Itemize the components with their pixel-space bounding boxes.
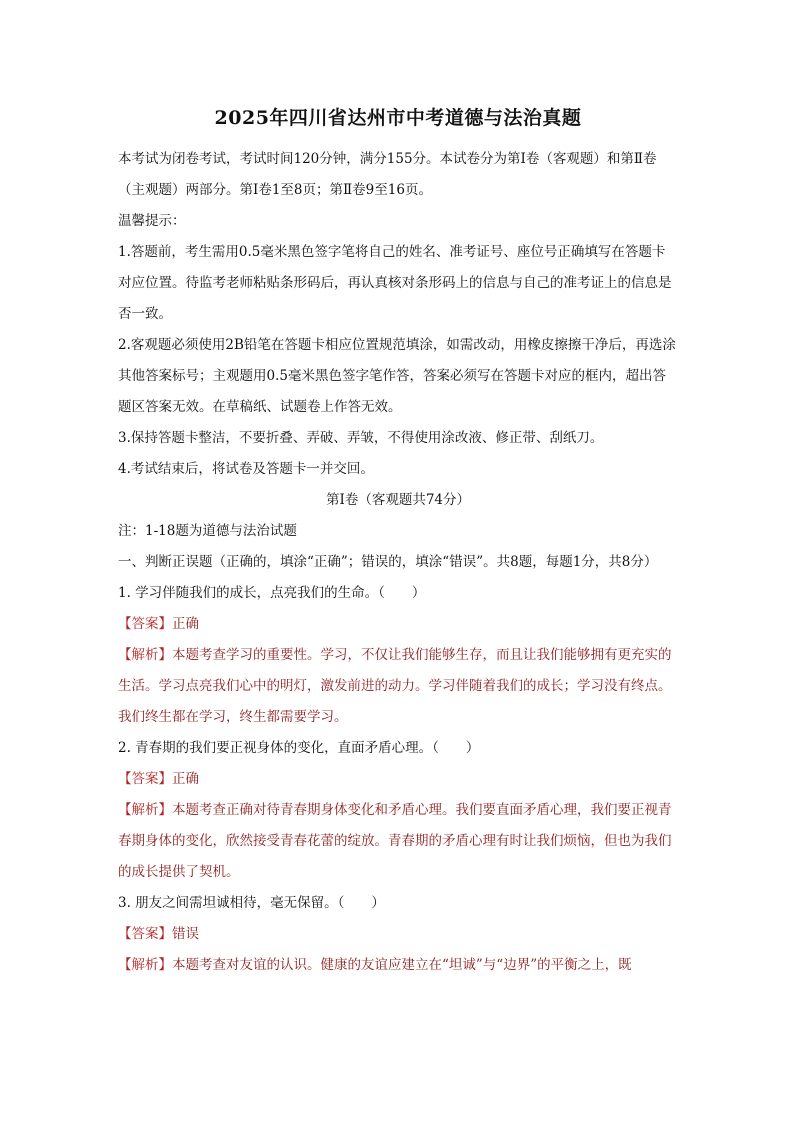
analysis-row [118,795,678,888]
analysis-label: 【解析】 [118,802,172,818]
tip-item: 4.考试结束后，将试卷及答题卡一并交回。 [118,461,374,477]
answer-label: 【答案】 [118,926,172,942]
question-stem: 3. 朋友之间需坦诚相待，毫无保留。（ ） [118,895,385,911]
tip-item: 2.客观题必须使用2B铅笔在答题卡相应位置规范填涂，如需改动，用橡皮擦擦干净后，再选涂其他答案标号；主观题用0.5毫米黑色签字笔作答，答案必须写在答题卡对应的框内，超出答题区答案无效。在草稿纸、试题卷上作答无效。 [118,337,676,415]
analysis-label: 【解析】 [118,647,172,663]
answer-row [118,764,678,795]
question-stem: 2. 青春期的我们要正视身体的变化，直面矛盾心理。（ ） [118,740,480,756]
section-note: 注：1-18题为道德与法治试题 [118,523,297,539]
tip-item: 3.保持答题卡整洁，不要折叠、弄破、弄皱，不得使用涂改液、修正带、刮纸刀。 [118,430,604,446]
tips-heading: 温馨提示： [118,213,186,229]
analysis-text: 本题考查正确对待青春期身体变化和矛盾心理。我们要直面矛盾心理，我们要正视青春期身体的变化，欣然接受青春花蕾的绽放。青春期的矛盾心理有时让我们烦恼，但也为我们的成长提供了契机。 [118,802,672,880]
tip-item: 1.答题前，考生需用0.5毫米黑色签字笔将自己的姓名、准考证号、座位号正确填写在答题卡对应位置。待监考老师粘贴条形码后，再认真核对条形码上的信息与自己的准考证上的信息是否一致。 [118,244,672,322]
section-title: 第Ⅰ卷（客观题共74分） [325,492,470,508]
exam-intro: 本考试为闭卷考试，考试时间120分钟，满分155分。本试卷分为第Ⅰ卷（客观题）和第Ⅱ卷（主观题）两部分。第Ⅰ卷1至8页；第Ⅱ卷9至16页。 [118,151,657,198]
analysis-label: 【解析】 [118,957,172,973]
answer-row [118,919,678,950]
answer-value: 错误 [172,926,199,942]
answer-row [118,609,678,640]
exam-page [118,100,678,981]
answer-label: 【答案】 [118,616,172,632]
analysis-text: 本题考查对友谊的认识。健康的友谊应建立在“坦诚”与“边界”的平衡之上，既 [172,957,632,973]
answer-value: 正确 [172,771,199,787]
answer-label: 【答案】 [118,771,172,787]
exam-title: 2025年四川省达州市中考道德与法治真题 [214,107,582,129]
analysis-row [118,640,678,733]
answer-value: 正确 [172,616,199,632]
question-stem: 1. 学习伴随我们的成长，点亮我们的生命。（ ） [118,585,426,601]
analysis-row [118,950,678,981]
analysis-text: 本题考查学习的重要性。学习，不仅让我们能够生存，而且让我们能够拥有更充实的生活。学习点亮我们心中的明灯，激发前进的动力。学习伴随着我们的成长；学习没有终点。我们终生都在学习，终生都需要学习。 [118,647,672,725]
part-one-heading: 一、判断正误题（正确的，填涂“正确”；错误的，填涂“错误”。共8题，每题1分，共8分） [118,554,658,570]
